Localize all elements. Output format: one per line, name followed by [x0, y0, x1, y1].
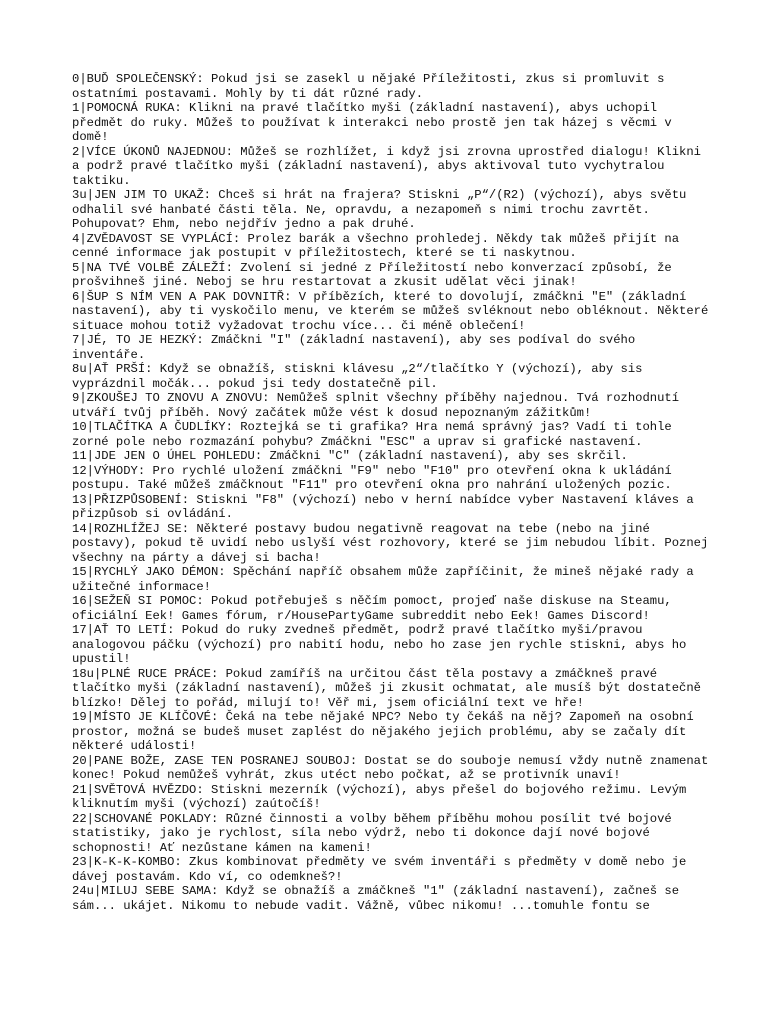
hint-entry-19: 19|MÍSTO JE KLÍČOVÉ: Čeká na tebe nějaké NPC? Nebo ty čekáš na něj? Zapomeň na osobní prostor, možná se budeš muset zaplést do nějakého jejich problému, aby se začaly dít některé události!: [72, 710, 694, 753]
hint-entry-18: 18u|PLNÉ RUCE PRÁCE: Pokud zamíříš na určitou část těla postavy a zmáčkneš pravé tlačítko myši (základní nastavení), můžeš ji zkusit ochmatat, ale musíš být dostatečně blízko! Dělej to pořád, milují to! Věř mi, jsem oficiální text ve hře!: [72, 666, 701, 710]
hint-entry-3: 3u|JEN JIM TO UKAŽ: Chceš si hrát na frajera? Stiskni „P“/(R2) (výchozí), abys světu odhalil své hanbaté části těla. Ne, opravdu, a nezapomeň s nimi trochu zavrtět. Pohupovat? Ehm, nebo nejdřív jedno a pak druhé.: [72, 188, 687, 231]
hint-entry-24: 24u|MILUJ SEBE SAMA: Když se obnažíš a zmáčkneš "1" (základní nastavení), začneš se sám... ukájet. Nikomu to nebude vadit. Vážně, vůbec nikomu! ...tomuhle fontu se: [72, 884, 680, 913]
hint-entry-16: 16|SEŽEŇ SI POMOC: Pokud potřebuješ s něčím pomoct, projeď naše diskuse na Steamu, oficiální Eek! Games fórum, r/HousePartyGame subreddit nebo Eek! Games Discord!: [72, 594, 672, 623]
hint-entry-23: 23|K-K-K-KOMBO: Zkus kombinovat předměty ve svém inventáři s předměty v domě nebo je dávej postavám. Kdo ví, co odemkneš?!: [72, 855, 687, 884]
hint-entry-4: 4|ZVĚDAVOST SE VYPLÁCÍ: Prolez barák a všechno prohledej. Někdy tak můžeš přijít na cenné informace jak postupit v příležitostech, které se ti naskytnou.: [72, 231, 680, 260]
hint-entry-10: 10|TLAČÍTKA A ČUDLÍKY: Roztejká se ti grafika? Hra nemá správný jas? Vadí ti tohle zorné pole nebo rozmazání pohybu? Zmáčkni "ESC" a uprav si grafické nastavení.: [72, 420, 672, 449]
hint-entry-7: 7|JÉ, TO JE HEZKÝ: Zmáčkni "I" (základní nastavení), aby ses podíval do svého inventáře.: [72, 333, 636, 362]
hint-entry-22: 22|SCHOVANÉ POKLADY: Různé činnosti a volby během příběhu mohou posílit tvé bojové statistiky, jako je rychlost, síla nebo výdrž, nebo ti dokonce dají nové bojové schopnosti! Ať nezůstane kámen na kameni!: [72, 811, 672, 855]
hint-entry-20: 20|PANE BOŽE, ZASE TEN POSRANEJ SOUBOJ: Dostat se do souboje nemusí vždy nutně znamenat konec! Pokud nemůžeš vyhrát, zkus utéct nebo počkat, až se protivník unaví!: [72, 753, 709, 782]
hint-entry-6: 6|ŠUP S NÍM VEN A PAK DOVNITŘ: V příbězích, které to dovolují, zmáčkni "E" (základní nastavení), aby ti vyskočilo menu, ve kterém se můžeš svléknout nebo obléknout. Některé situace mohou totiž vyžadovat trochu více... či méně oblečení!: [72, 289, 709, 333]
hint-entry-14: 14|ROZHLÍŽEJ SE: Některé postavy budou negativně reagovat na tebe (nebo na jiné postavy), pokud tě uvidí nebo uslyší vést rozhovory, které se jim nebudou líbit. Poznej všechny na párty a dávej si bacha!: [72, 521, 709, 565]
hint-entry-15: 15|RYCHLÝ JAKO DÉMON: Spěchání napříč obsahem může zapříčinit, že mineš nějaké rady a užitečné informace!: [72, 565, 694, 594]
hint-entry-11: 11|JDE JEN O ÚHEL POHLEDU: Zmáčkni "C" (základní nastavení), aby ses skrčil.: [72, 449, 628, 463]
hint-entry-9: 9|ZKOUŠEJ TO ZNOVU A ZNOVU: Nemůžeš splnit všechny příběhy najednou. Tvá rozhodnutí utváří tvůj příběh. Nový začátek může vést k dosud nepoznaným zážitkům!: [72, 391, 680, 420]
hint-entry-13: 13|PŘIZPŮSOBENÍ: Stiskni "F8" (výchozí) nebo v herní nabídce vyber Nastavení kláves a přizpůsob si ovládání.: [72, 492, 694, 521]
hint-entry-0: 0|BUĎ SPOLEČENSKÝ: Pokud jsi se zasekl u nějaké Příležitosti, zkus si promluvit s ostatními postavami. Mohly by ti dát různé rady.: [72, 72, 665, 101]
hint-entry-8: 8u|AŤ PRŠÍ: Když se obnažíš, stiskni klávesu „2“/tlačítko Y (výchozí), aby sis vyprázdnil močák... pokud jsi tedy dostatečně pil.: [72, 362, 643, 391]
hint-entry-12: 12|VÝHODY: Pro rychlé uložení zmáčkni "F9" nebo "F10" pro otevření okna k ukládání postupu. Také můžeš zmáčknout "F11" pro otevření okna pro nahrání uložených pozic.: [72, 463, 672, 492]
hint-entry-5: 5|NA TVÉ VOLBĚ ZÁLEŽÍ: Zvolení si jedné z Příležitostí nebo konverzací způsobí, že prošvihneš jiné. Neboj se hru restartovat a zkusit udělat věci jinak!: [72, 260, 672, 289]
hint-entry-21: 21|SVĚTOVÁ HVĚZDO: Stiskni mezerník (výchozí), abys přešel do bojového režimu. Levým kliknutím myši (výchozí) zaútočíš!: [72, 782, 687, 811]
hint-entry-2: 2|VÍCE ÚKONŮ NAJEDNOU: Můžeš se rozhlížet, i když jsi zrovna uprostřed dialogu! Klikni a podrž pravé tlačítko myši (základní nastavení), abys aktivoval tuto vychytralou taktiku.: [72, 144, 701, 188]
hint-entry-1: 1|POMOCNÁ RUKA: Klikni na pravé tlačítko myši (základní nastavení), abys uchopil předmět do ruky. Můžeš to používat k interakci nebo prostě jen tak házej s věcmi v domě!: [72, 101, 672, 144]
hint-entry-17: 17|AŤ TO LETÍ: Pokud do ruky zvedneš předmět, podrž pravé tlačítko myši/pravou analogovou páčku (výchozí) pro nabití hodu, nebo ho zase jen rychle stiskni, abys ho upustil!: [72, 623, 687, 666]
document-page: [72, 72, 712, 952]
